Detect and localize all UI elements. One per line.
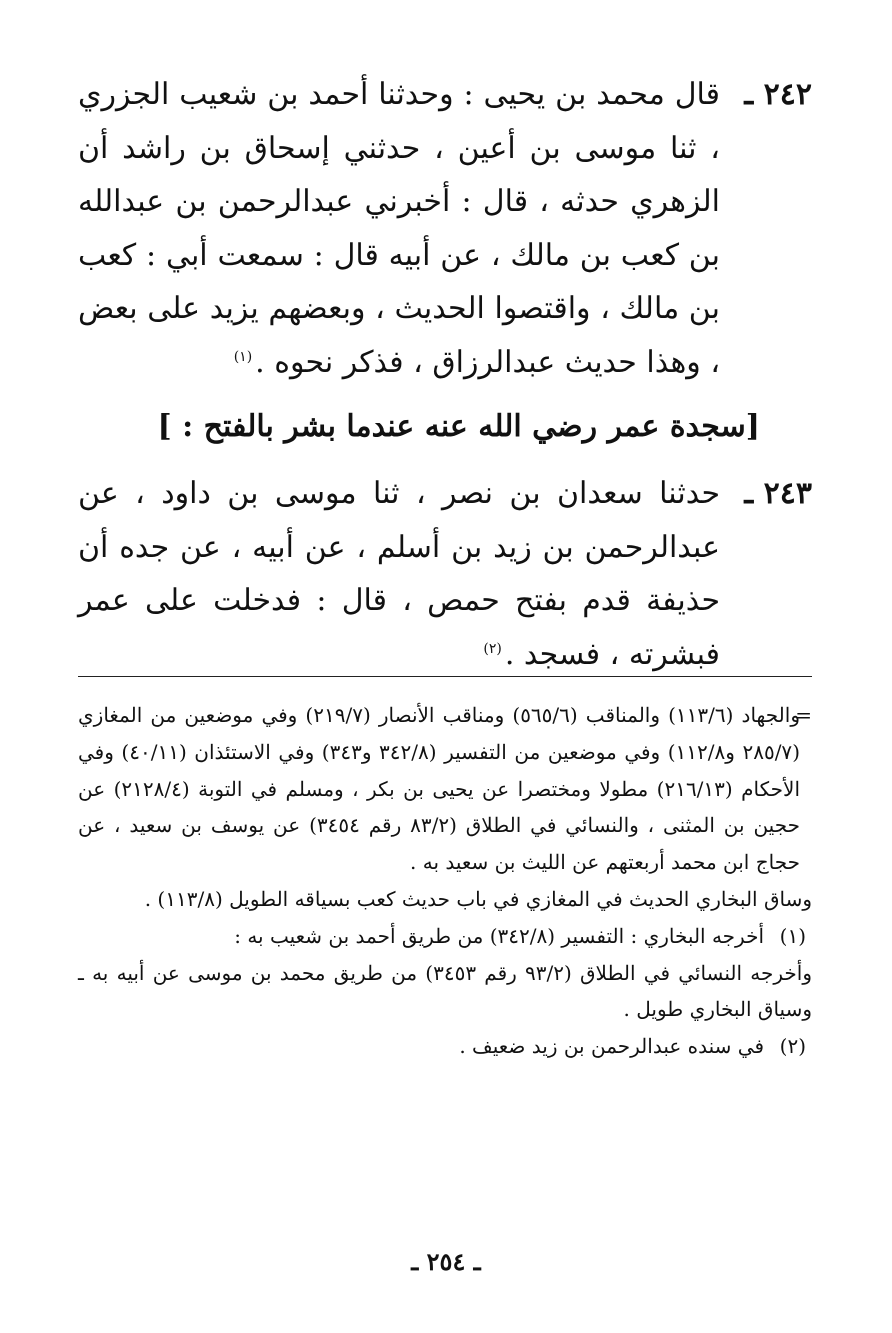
footnote-2 [78, 1028, 812, 1065]
footnotes [78, 697, 812, 1065]
main-text [78, 68, 812, 681]
footnote-continuation [78, 697, 812, 881]
footnote-line: أخرجه البخاري : التفسير (٣٤٢/٨) من طريق أحمد بن شعيب به : [234, 923, 764, 948]
hadith-entry-242 [78, 68, 812, 389]
hadith-number: ٢٤٣ ـ [744, 476, 812, 511]
footnote-number: (٢) [779, 1034, 806, 1059]
hadith-number: ٢٤٢ ـ [744, 77, 812, 112]
continuation-text: والجهاد (١١٣/٦) والمناقب (٥٦٥/٦) ومناقب الأنصار (٢١٩/٧) وفي موضعين من المغازي (٢٨٥/٧ و١١٢/٨) وفي موضعين من التفسير (٣٤٢/٨ و٣٤٣) وفي الاستئذان (٤٠/١١) وفي الأحكام (٢١٦/١٣) مطولا ومختصرا عن يحيى بن بكر ، ومسلم في التوبة (٢١٢٨/٤) عن حجين بن المثنى ، والنسائي في الطلاق (٨٣/٢ رقم ٣٤٥٤) عن يوسف بن سعيد ، عن حجاج ابن محمد أربعتهم عن الليث بن سعيد به . [78, 703, 801, 875]
footnote-1 [78, 918, 812, 1028]
footnote-line: وأخرجه النسائي في الطلاق (٩٣/٢ رقم ٣٤٥٣) من طريق محمد بن موسى عن أبيه به ـ وسياق البخاري طويل . [78, 960, 813, 1022]
hadith-text: قال محمد بن يحيى : وحدثنا أحمد بن شعيب الجزري ، ثنا موسى بن أعين ، حدثني إسحاق بن راشد أن الزهري حدثه ، قال : أخبرني عبدالرحمن بن عبدالله بن كعب بن مالك ، عن أبيه قال : سمعت أبي : كعب بن مالك ، واقتصوا الحديث ، وبعضهم يزيد على بعض ، وهذا حديث عبدالرزاق ، فذكر نحوه .$^{(١)}$ [78, 77, 720, 380]
footnote-number: (١) [779, 923, 806, 948]
continuation-mark: = [795, 703, 812, 727]
section-heading: [سجدة عمر رضي الله عنه عندما بشر بالفتح : ] [157, 409, 760, 444]
footnote-divider [78, 676, 812, 677]
hadith-entry-243 [78, 467, 812, 681]
page-number: ـ ٢٥٤ ـ [411, 1247, 481, 1276]
footnote-ref: (٢) [483, 640, 502, 657]
footnote-line: في سنده عبدالرحمن بن زيد ضعيف . [459, 1034, 764, 1059]
footnote-paragraph: وساق البخاري الحديث في المغازي في باب حديث كعب بسياقه الطويل (١١٣/٨) . [144, 886, 812, 911]
footnote-ref: (١) [233, 348, 253, 365]
hadith-text: حدثنا سعدان بن نصر ، ثنا موسى بن داود ، عن عبدالرحمن بن زيد بن أسلم ، عن أبيه ، عن جده أن حذيفة قدم بفتح حمص ، قال : فدخلت على عمر فبشرته ، فسجد .$^{(٢)}$ [78, 476, 720, 672]
